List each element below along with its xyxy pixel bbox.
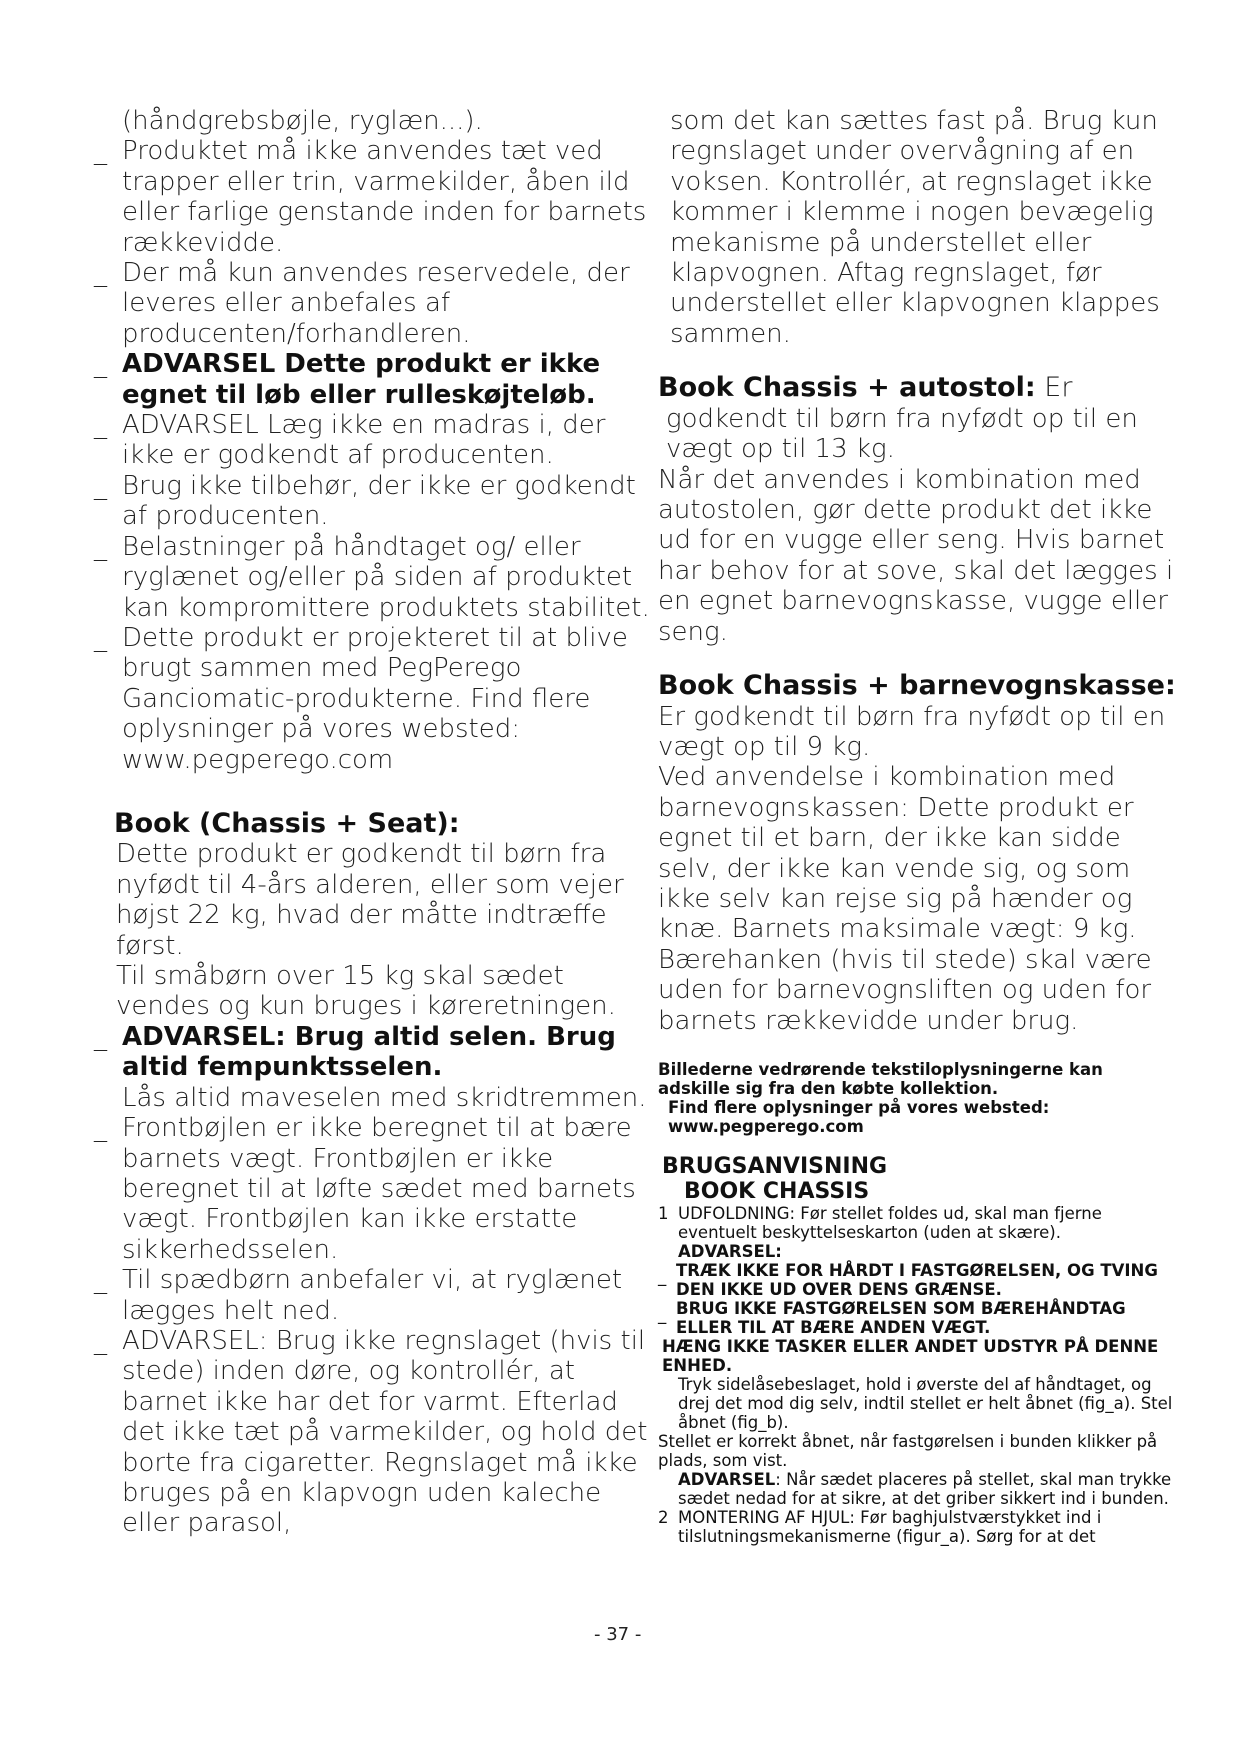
dash-bullet: _ (94, 1021, 107, 1052)
dash-bullet: _ (94, 622, 107, 653)
dash-bullet: _ (94, 1325, 107, 1356)
warning-item (94, 136, 654, 258)
step1-note: Stellet er korrekt åbnet, når fastgørelsen i bunden klikker på plads, som vist. (658, 1431, 1158, 1470)
warning-item (94, 532, 654, 623)
warning-item (94, 1265, 654, 1326)
warning-text: Der må kun anvendes reservedele, der leveres eller anbefales af producenten/forhandleren. (122, 258, 630, 349)
autostol-text-1: godkendt til børn fra nyfødt op til en vægt op til 13 kg. (666, 403, 1138, 465)
dash-bullet: _ (94, 136, 107, 167)
page-number: - 37 - (594, 1624, 642, 1645)
instructions-title-1: BRUGSANVISNING (662, 1153, 888, 1179)
dash-bullet: _ (94, 470, 107, 501)
book-text-2: Til småbørn over 15 kg skal sædet vendes og kun bruges i køreretningen. (116, 961, 616, 1022)
book-text-1: Dette produkt er godkendt til børn fra nyfødt til 4-års alderen, eller som vejer højst 22 kg, hvad der måtte indtræffe først. (116, 839, 624, 961)
barnevogn-text-1: Er godkendt til børn fra nyfødt op til en vægt op til 9 kg. (658, 701, 1166, 762)
dash-bullet: _ (94, 349, 107, 380)
step1-warning (658, 1299, 1178, 1337)
step-text: MONTERING AF HJUL: Før baghjulstværstykket ind i tilslutningsmekanismerne (figur_a). Sørg for at det (678, 1507, 1102, 1546)
warning-text: Til spædbørn anbefaler vi, at ryglænet lægges helt ned. (122, 1265, 623, 1326)
dash-bullet: _ (94, 258, 107, 289)
warning-item (94, 1326, 654, 1539)
dash-bullet: _ (94, 1265, 107, 1296)
step1-warning-3: HÆNG IKKE TASKER ELLER ANDET UDSTYR PÅ DENNE ENHED. (662, 1336, 1159, 1375)
warning-text: Brug ikke tilbehør, der ikke er godkendt af producenten. (122, 470, 636, 532)
right-column (658, 106, 1178, 1546)
autostol-lead: Er (1044, 372, 1073, 404)
left-column (94, 106, 654, 1539)
warning-item (94, 1022, 654, 1083)
step-1 (658, 1204, 1178, 1242)
warning-text: Frontbøjlen er ikke beregnet til at bære barnets vægt. Frontbøjlen er ikke beregnet til at løfte sædet med barnets vægt. Frontbøjlen kan ikke erstatte sikkerhedsselen. (122, 1113, 636, 1265)
autostol-heading: Book Chassis + autostol: (658, 372, 1036, 404)
autostol-section (658, 373, 1178, 404)
warning-text: Belastninger på håndtaget og/ eller ryglænet og/eller på siden af produktet kan kompromittere produktets stabilitet. (122, 531, 650, 623)
autostol-text-2: Når det anvendes i kombination med autostolen, gør dette produkt det ikke ud for en vugge eller seng. Hvis barnet har behov for at sove, skal det lægges i en egnet barnevognskasse, vugge eller seng. (658, 464, 1174, 647)
step1-warning (658, 1261, 1178, 1299)
step1-warning-text: TRÆK IKKE FOR HÅRDT I FASTGØRELSEN, OG TVING DEN IKKE UD OVER DENS GRÆNSE. (676, 1260, 1158, 1299)
warning-text: Dette produkt er projekteret til at blive brugt sammen med PegPerego Ganciomatic-produkterne. Find flere oplysninger på vores websted: www.pegperego.com (122, 622, 628, 775)
warning-item (94, 258, 654, 349)
step1-instruction: Tryk sidelåsebeslaget, hold i øverste del af håndtaget, og drej det mod dig selv, indtil stellet er helt åbnet (fig_a). Stel åbnet (fig_b). (678, 1374, 1173, 1432)
warning-text-bold: ADVARSEL: Brug altid selen. Brug altid fempunktsselen. (122, 1021, 616, 1083)
warning-item (94, 410, 654, 471)
barnevogn-text-2: Ved anvendelse i kombination med barnevognskassen: Dette produkt er egnet til et barn, der ikke kan sidde selv, der ikke kan vende sig, og som ikke selv kan rejse sig på hænder og knæ. Barnets maksimale vægt: 9 kg. Bærehanken (hvis til stede) skal være uden for barnevognsliften og uden for barnets rækkevidde under brug. (658, 762, 1152, 1036)
dash-bullet: _ (658, 1266, 667, 1286)
dash-bullet: _ (94, 410, 107, 441)
step1-advarsel (658, 1470, 1178, 1508)
warning-text: ADVARSEL: Brug ikke regnslaget (hvis til stede) inden døre, og kontrollér, at barnet ikke har det for varmt. Efterlad det ikke tæt på varmekilder, og hold det borte fra cigaretter. Regnslaget må ikke bruges på en klapvogn uden kaleche eller parasol, (122, 1325, 648, 1539)
book-heading: Book (Chassis + Seat): (114, 807, 460, 839)
warning-item (94, 1113, 654, 1265)
warning-item (94, 349, 654, 410)
textile-note-2: Find flere oplysninger på vores websted: www.pegperego.com (668, 1097, 1050, 1136)
seat-belt-note: Lås altid maveselen med skridtremmen. (122, 1082, 647, 1113)
step-number: 1 (658, 1203, 669, 1223)
step-number: 2 (658, 1507, 669, 1527)
step-2 (658, 1508, 1178, 1546)
step-text: UDFOLDNING: Før stellet foldes ud, skal man fjerne eventuelt beskyttelseskarton (uden at skære). (678, 1203, 1102, 1242)
warning-text: Produktet må ikke anvendes tæt ved trapper eller trin, varmekilder, åben ild eller farlige genstande inden for barnets rækkevidde. (122, 136, 647, 258)
warning-text: ADVARSEL Læg ikke en madras i, der ikke er godkendt af producenten. (122, 410, 606, 471)
warning-item (94, 471, 654, 532)
warning-item (94, 623, 654, 775)
dash-bullet: _ (658, 1304, 667, 1324)
advarsel-label: ADVARSEL (678, 1469, 776, 1489)
intro-text: (håndgrebsbøjle, ryglæn...). (122, 106, 483, 136)
step1-warning-label: ADVARSEL: (678, 1241, 782, 1261)
step1-warning-text: BRUG IKKE FASTGØRELSEN SOM BÆREHÅNDTAG ELLER TIL AT BÆRE ANDEN VÆGT. (676, 1298, 1126, 1337)
dash-bullet: _ (94, 531, 107, 562)
warning-text-bold: ADVARSEL Dette produkt er ikke egnet til løb eller rulleskøjteløb. (122, 349, 601, 410)
instructions-title-2: BOOK CHASSIS (684, 1178, 870, 1204)
continuation-text: som det kan sættes fast på. Brug kun regnslaget under overvågning af en voksen. Kontrollér, at regnslaget ikke kommer i klemme i nogen bevægelig mekanisme på understellet eller klapvognen. Aftag regnslaget, før understellet eller klapvognen klappes sammen. (670, 106, 1160, 349)
dash-bullet: _ (94, 1113, 107, 1144)
barnevogn-heading: Book Chassis + barnevognskasse: (658, 670, 1176, 701)
advarsel-text: : Når sædet placeres på stellet, skal man trykke sædet nedad for at sikre, at det griber sikkert ind i bunden. (678, 1469, 1172, 1508)
textile-note-1: Billederne vedrørende tekstiloplysningerne kan adskille sig fra den købte kollektion. (658, 1059, 1103, 1098)
